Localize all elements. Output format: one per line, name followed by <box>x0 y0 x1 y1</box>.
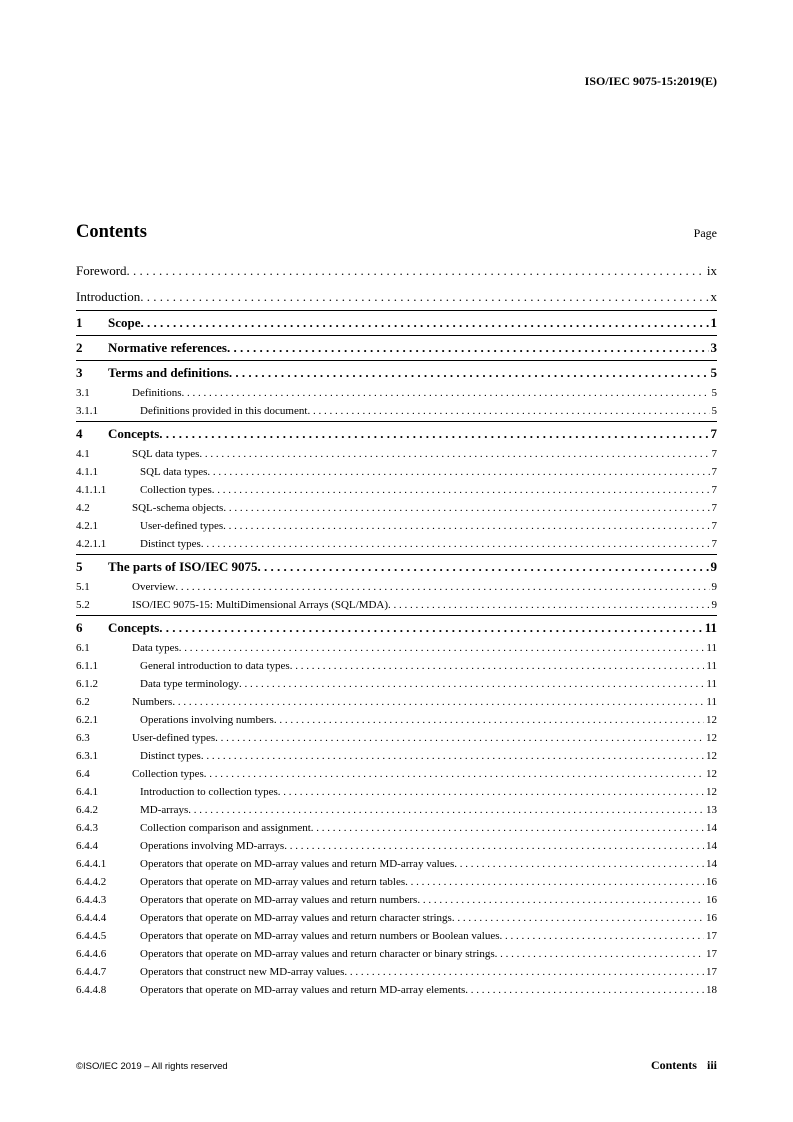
toc-entry[interactable] <box>76 819 717 837</box>
toc-entry-title[interactable]: Data types <box>132 642 179 654</box>
toc-entry-page[interactable]: 7 <box>711 520 717 532</box>
toc-entry[interactable] <box>76 909 717 927</box>
toc-entry-number: 6.4.4.1 <box>76 858 107 870</box>
dot-leader <box>201 747 704 765</box>
toc-entry-title[interactable]: Operators that operate on MD-array values and return MD-array values <box>140 858 455 870</box>
toc-entry-number: 6.4.4.3 <box>76 894 107 906</box>
toc-entry-number: 6 <box>76 620 83 635</box>
dot-leader <box>454 855 704 873</box>
toc-entry-title[interactable]: SQL data types <box>132 448 200 460</box>
toc-entry-title[interactable]: The parts of ISO/IEC 9075 <box>108 559 258 574</box>
dot-leader <box>229 361 709 384</box>
toc-entry-number: 3 <box>76 365 83 380</box>
toc-entry-title[interactable]: Introduction <box>76 289 141 304</box>
toc-entry-title[interactable]: Normative references <box>108 340 227 355</box>
toc-entry-title[interactable]: Operators that operate on MD-array values and return tables <box>140 876 406 888</box>
toc-entry-number: 4.1.1.1 <box>76 484 107 496</box>
toc-entry[interactable] <box>76 783 717 801</box>
toc-entry-title[interactable]: General introduction to data types <box>140 660 290 672</box>
dot-leader <box>159 422 708 445</box>
dot-leader <box>215 729 704 747</box>
dot-leader <box>127 258 705 284</box>
toc-entry-page[interactable]: 5 <box>711 387 717 399</box>
toc-entry-page[interactable]: ix <box>706 263 717 278</box>
toc-entry-number: 4.1 <box>76 448 90 460</box>
toc-entry[interactable] <box>76 535 717 553</box>
toc-entry[interactable] <box>76 481 717 499</box>
dot-leader <box>140 284 708 310</box>
dot-leader <box>307 402 709 420</box>
toc-entry[interactable] <box>76 463 717 481</box>
dot-leader <box>201 535 710 553</box>
toc-entry[interactable] <box>76 421 717 445</box>
dot-leader <box>311 819 704 837</box>
dot-leader <box>212 481 710 499</box>
toc-entry-page[interactable]: 3 <box>710 340 717 355</box>
toc-entry[interactable] <box>76 837 717 855</box>
page-footer <box>76 1058 717 1073</box>
toc-entry[interactable] <box>76 554 717 578</box>
toc-entry-title[interactable]: Introduction to collection types <box>140 786 278 798</box>
toc-entry-number: 6.4.4.5 <box>76 930 107 942</box>
toc-entry-title[interactable]: Operators that operate on MD-array values and return numbers or Boolean values <box>140 930 500 942</box>
toc-entry-number: 5.2 <box>76 599 90 611</box>
toc-entry[interactable] <box>76 675 717 693</box>
toc-entry[interactable] <box>76 596 717 614</box>
toc-entry-title[interactable]: Data type terminology <box>140 678 239 690</box>
toc-entry-number: 4.2 <box>76 502 90 514</box>
toc-entry[interactable] <box>76 657 717 675</box>
toc-entry-number: 4 <box>76 426 83 441</box>
dot-leader <box>188 801 704 819</box>
toc-entry[interactable] <box>76 384 717 402</box>
toc-entry-title[interactable]: Operations involving MD-arrays <box>140 840 285 852</box>
toc-entry-title[interactable]: Definitions provided in this document <box>140 405 308 417</box>
footer-page-number: iii <box>706 1058 717 1072</box>
toc-entry[interactable] <box>76 747 717 765</box>
toc-entry-page[interactable]: 5 <box>710 365 717 380</box>
dot-leader <box>258 555 709 578</box>
toc-entry-page[interactable]: 7 <box>711 538 717 550</box>
dot-leader <box>141 311 709 334</box>
toc-entry-number: 6.4.4 <box>76 840 98 852</box>
toc-entry-page[interactable]: 12 <box>706 786 717 798</box>
toc-entry-page[interactable]: 9 <box>711 599 717 611</box>
toc-entry-number: 6.4 <box>76 768 90 780</box>
toc-entry-title[interactable]: User-defined types <box>132 732 216 744</box>
toc-entry-page[interactable]: 5 <box>711 405 717 417</box>
toc-entry-title[interactable]: Distinct types <box>140 538 201 550</box>
toc-entry-number: 6.4.1 <box>76 786 98 798</box>
dot-leader <box>207 463 709 481</box>
toc-entry[interactable] <box>76 445 717 463</box>
dot-leader <box>495 945 704 963</box>
toc-entry[interactable] <box>76 578 717 596</box>
toc-entry[interactable] <box>76 945 717 963</box>
toc-entry[interactable] <box>76 258 717 284</box>
toc-entry[interactable] <box>76 711 717 729</box>
toc-entry-number: 6.1 <box>76 642 90 654</box>
toc-entry-number: 5.1 <box>76 581 90 593</box>
toc-entry-title[interactable]: SQL data types <box>140 466 208 478</box>
toc-entry-page[interactable]: 16 <box>706 912 717 924</box>
toc-entry-number: 1 <box>76 315 83 330</box>
toc-entry-page[interactable]: 7 <box>711 448 717 460</box>
toc-entry-number: 6.4.4.7 <box>76 966 107 978</box>
dot-leader <box>274 711 704 729</box>
toc-entry[interactable] <box>76 963 717 981</box>
toc-entry-title[interactable]: Operations involving numbers <box>140 714 274 726</box>
toc-entry[interactable] <box>76 310 717 334</box>
dot-leader <box>204 765 704 783</box>
toc-entry-number: 4.2.1.1 <box>76 538 107 550</box>
toc-entry-number: 3.1 <box>76 387 90 399</box>
toc-entry-title[interactable]: Terms and definitions <box>108 365 229 380</box>
toc-entry[interactable] <box>76 284 717 310</box>
toc-entry[interactable] <box>76 693 717 711</box>
toc-entry[interactable] <box>76 729 717 747</box>
dot-leader <box>223 517 709 535</box>
toc-entry-page[interactable]: 17 <box>706 966 717 978</box>
toc-entry-page[interactable]: 12 <box>706 714 717 726</box>
dot-leader <box>344 963 704 981</box>
toc-entry[interactable] <box>76 873 717 891</box>
toc-entry-page[interactable]: 11 <box>706 642 717 654</box>
toc-entry-page[interactable]: x <box>710 289 717 304</box>
toc-entry-page[interactable]: 7 <box>710 426 717 441</box>
toc-entry-number: 6.4.4.2 <box>76 876 107 888</box>
toc-entry[interactable] <box>76 499 717 517</box>
toc-entry-page[interactable]: 16 <box>706 894 717 906</box>
toc-entry-title[interactable]: Operators that operate on MD-array values and return numbers <box>140 894 418 906</box>
toc-entry-page[interactable]: 14 <box>706 840 717 852</box>
toc-entry-page[interactable]: 13 <box>706 804 717 816</box>
dot-leader <box>388 596 709 614</box>
toc-entry-page[interactable]: 11 <box>704 620 717 635</box>
table-of-contents <box>76 258 717 999</box>
toc-entry-number: 4.1.1 <box>76 466 98 478</box>
dot-leader <box>278 783 704 801</box>
toc-entry-title[interactable]: ISO/IEC 9075-15: MultiDimensional Arrays (SQL/MDA) <box>132 599 389 611</box>
toc-entry-page[interactable]: 11 <box>706 660 717 672</box>
toc-entry-page[interactable]: 12 <box>706 750 717 762</box>
toc-entry-number: 6.4.4.4 <box>76 912 107 924</box>
toc-entry[interactable] <box>76 801 717 819</box>
dot-leader <box>172 693 704 711</box>
toc-entry-title[interactable]: Scope <box>108 315 141 330</box>
toc-entry-page[interactable]: 9 <box>710 559 717 574</box>
toc-entry[interactable] <box>76 855 717 873</box>
toc-entry-page[interactable]: 18 <box>706 984 717 996</box>
toc-entry-page[interactable]: 9 <box>711 581 717 593</box>
dot-leader <box>290 657 705 675</box>
toc-entry-number: 2 <box>76 340 83 355</box>
dot-leader <box>199 445 709 463</box>
toc-entry-page[interactable]: 17 <box>706 930 717 942</box>
dot-leader <box>452 909 704 927</box>
toc-entry-number: 6.3 <box>76 732 90 744</box>
toc-entry-title[interactable]: Definitions <box>132 387 182 399</box>
toc-entry-title[interactable]: Distinct types <box>140 750 201 762</box>
toc-entry-number: 6.1.2 <box>76 678 98 690</box>
toc-entry-page[interactable]: 7 <box>711 502 717 514</box>
toc-entry-page[interactable]: 7 <box>711 484 717 496</box>
toc-entry-number: 6.3.1 <box>76 750 98 762</box>
dot-leader <box>405 873 704 891</box>
toc-entry-title[interactable]: Operators that construct new MD-array values <box>140 966 345 978</box>
toc-entry-title[interactable]: Collection comparison and assignment <box>140 822 311 834</box>
toc-entry[interactable] <box>76 981 717 999</box>
toc-entry[interactable] <box>76 765 717 783</box>
contents-title: Contents <box>76 222 147 242</box>
dot-leader <box>175 578 709 596</box>
dot-leader <box>239 675 704 693</box>
toc-entry-page[interactable]: 11 <box>706 678 717 690</box>
toc-entry[interactable] <box>76 335 717 359</box>
toc-entry-page[interactable]: 16 <box>706 876 717 888</box>
toc-entry-number: 6.4.2 <box>76 804 98 816</box>
toc-entry-number: 6.1.1 <box>76 660 98 672</box>
dot-leader <box>182 384 710 402</box>
toc-entry-title[interactable]: Numbers <box>132 696 173 708</box>
dot-leader <box>500 927 704 945</box>
toc-entry-number: 6.2.1 <box>76 714 98 726</box>
copyright-notice: ©ISO/IEC 2019 – All rights reserved <box>76 1061 228 1072</box>
toc-entry-number: 6.4.4.6 <box>76 948 107 960</box>
toc-entry-number: 6.2 <box>76 696 90 708</box>
toc-entry[interactable] <box>76 360 717 384</box>
toc-entry-number: 3.1.1 <box>76 405 98 417</box>
toc-entry-page[interactable]: 14 <box>706 858 717 870</box>
toc-entry[interactable] <box>76 402 717 420</box>
toc-entry-number: 5 <box>76 559 83 574</box>
toc-entry[interactable] <box>76 891 717 909</box>
document-id: ISO/IEC 9075-15:2019(E) <box>584 74 717 88</box>
toc-entry-title[interactable]: Collection types <box>140 484 212 496</box>
toc-entry-number: 4.2.1 <box>76 520 98 532</box>
toc-entry-page[interactable]: 14 <box>706 822 717 834</box>
toc-entry[interactable] <box>76 615 717 639</box>
toc-entry-title[interactable]: Overview <box>132 581 176 593</box>
toc-entry-title[interactable]: Operators that operate on MD-array values and return MD-array elements <box>140 984 466 996</box>
toc-entry-page[interactable]: 12 <box>706 732 717 744</box>
footer-section-label: Contents <box>650 1058 697 1072</box>
toc-entry-page[interactable]: 17 <box>706 948 717 960</box>
dot-leader <box>417 891 704 909</box>
toc-entry-title[interactable]: Concepts <box>108 426 160 441</box>
toc-entry-title[interactable]: MD-arrays <box>140 804 189 816</box>
toc-entry[interactable] <box>76 639 717 657</box>
toc-entry-number: 6.4.3 <box>76 822 98 834</box>
dot-leader <box>179 639 705 657</box>
page-column-label: Page <box>693 226 717 240</box>
dot-leader <box>223 499 709 517</box>
toc-entry-title[interactable]: User-defined types <box>140 520 224 532</box>
toc-entry-title[interactable]: Operators that operate on MD-array values and return character or binary strings <box>140 948 495 960</box>
toc-entry-page[interactable]: 12 <box>706 768 717 780</box>
toc-entry-page[interactable]: 7 <box>711 466 717 478</box>
toc-entry[interactable] <box>76 517 717 535</box>
dot-leader <box>159 616 702 639</box>
toc-entry-page[interactable]: 11 <box>706 696 717 708</box>
dot-leader <box>284 837 704 855</box>
footer-page-ref <box>651 1058 717 1073</box>
toc-entry-title[interactable]: Collection types <box>132 768 204 780</box>
toc-entry-title[interactable]: Foreword <box>76 263 127 278</box>
dot-leader <box>465 981 704 999</box>
dot-leader <box>227 336 709 359</box>
toc-entry-page[interactable]: 1 <box>710 315 717 330</box>
toc-entry[interactable] <box>76 927 717 945</box>
toc-entry-title[interactable]: SQL-schema objects <box>132 502 224 514</box>
toc-entry-title[interactable]: Concepts <box>108 620 160 635</box>
toc-entry-number: 6.4.4.8 <box>76 984 107 996</box>
contents-heading-row <box>76 222 717 243</box>
toc-entry-title[interactable]: Operators that operate on MD-array values and return character strings <box>140 912 452 924</box>
